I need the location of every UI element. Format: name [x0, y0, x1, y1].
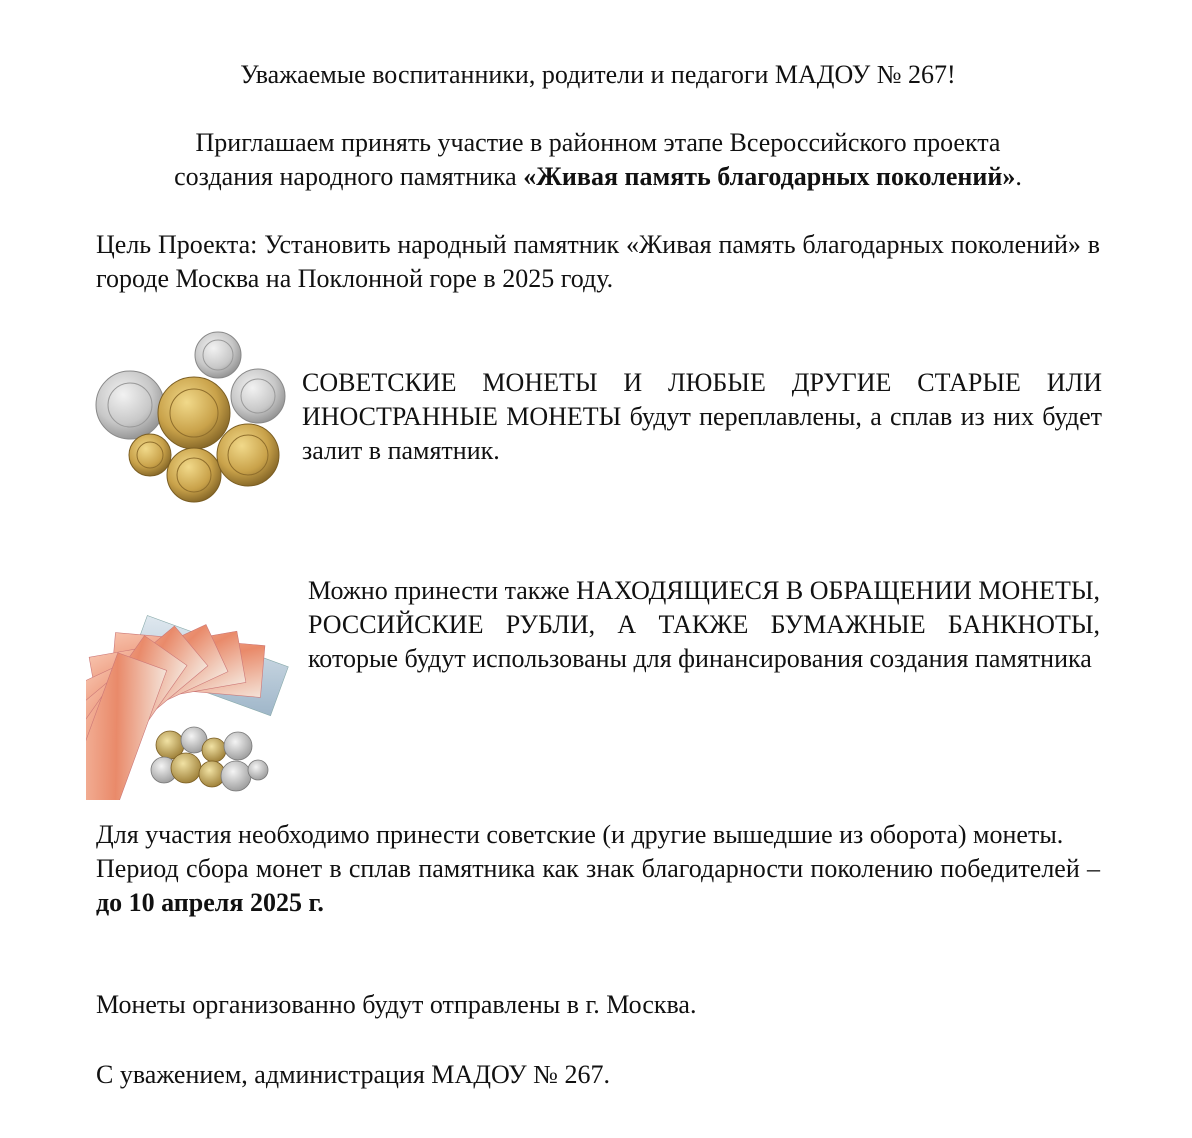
project-name: «Живая память благодарных поколений» — [523, 162, 1016, 191]
invitation-line-1: Приглашаем принять участие в районном этапе Всероссийского проекта — [195, 128, 1001, 157]
money-description: Можно принести также НАХОДЯЩИЕСЯ В ОБРАЩЕНИИ МОНЕТЫ, РОССИЙСКИЕ РУБЛИ, А ТАКЖЕ БУМАЖНЫЕ БАНКНОТЫ, которые будут использованы для финансирования создания памятника — [308, 576, 1100, 673]
soviet-coins-image — [90, 330, 290, 510]
invitation-line-2-suffix: . — [1015, 162, 1022, 191]
collection-period: Период сбора монет в сплав памятника как знак благодарности поколению победителей – — [96, 854, 1100, 883]
shipping-note: Монеты организованно будут отправлены в г. Москва. — [96, 990, 697, 1019]
project-goal: Цель Проекта: Установить народный памятник «Живая память благодарных поколений» в городе Москва на Поклонной горе в 2025 году. — [96, 230, 1100, 293]
coin-gold-center — [158, 377, 230, 449]
coins-description: СОВЕТСКИЕ МОНЕТЫ И ЛЮБЫЕ ДРУГИЕ СТАРЫЕ ИЛИ ИНОСТРАННЫЕ МОНЕТЫ будут переплавлены, а сплав из них будет залит в памятник. — [302, 368, 1102, 465]
coin-silver-right — [231, 369, 285, 423]
coin-silver-top — [195, 332, 241, 378]
coin-gold-right — [217, 424, 279, 486]
participation-sentence-1: Для участия необходимо принести советские (и другие вышедшие из оборота) монеты. — [96, 820, 1064, 849]
invitation-paragraph — [96, 126, 1100, 194]
participation-paragraph — [96, 818, 1100, 920]
banknotes-and-coins-image — [86, 570, 290, 800]
deadline: до 10 апреля 2025 г. — [96, 888, 324, 917]
coin-silver-left — [96, 371, 164, 439]
invitation-line-2-prefix: создания народного памятника — [174, 162, 524, 191]
signature: С уважением, администрация МАДОУ № 267. — [96, 1060, 610, 1089]
coin-pile — [151, 727, 268, 791]
greeting: Уважаемые воспитанники, родители и педагоги МАДОУ № 267! — [240, 60, 956, 89]
coin-gold-bottom — [167, 448, 221, 502]
coin-gold-small-left — [129, 434, 171, 476]
